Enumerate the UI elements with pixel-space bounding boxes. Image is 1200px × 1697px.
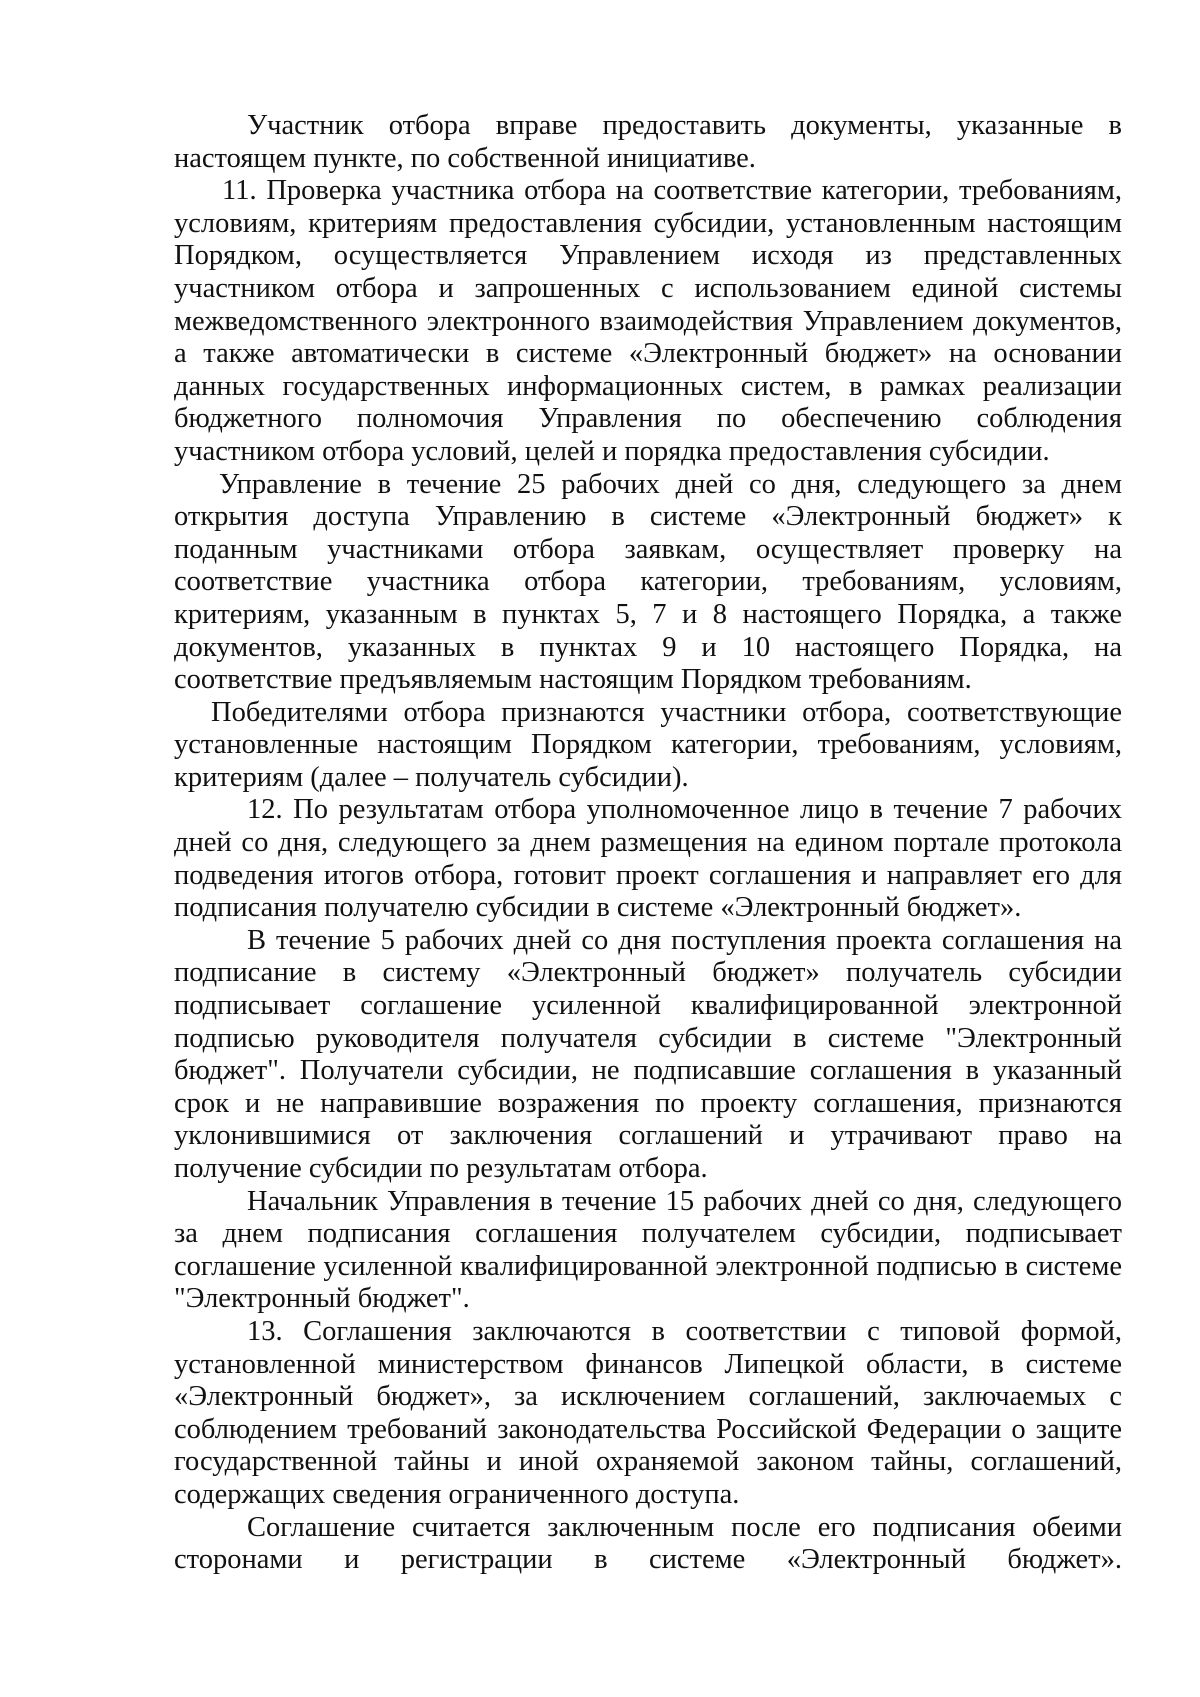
paragraph-signing-period: В течение 5 рабочих дней со дня поступления проекта соглашения на подписание в систему «Электронный бюджет» получатель субсидии подписывает соглашение усиленной квалифицированной электронной подписью руководителя получателя субсидии в системе "Электронный бюджет". Получатели субсидии, не подписавшие соглашения в указанный срок и не направившие возражения по проекту соглашения, признаются уклонившимися от заключения соглашений и утрачивают право на получение субсидии по результатам отбора. bbox=[174, 924, 1122, 1184]
paragraph-clause-12: 12. По результатам отбора уполномоченное лицо в течение 7 рабочих дней со дня, следующего за днем размещения на едином портале протокола подведения итогов отбора, готовит проект соглашения и направляет его для подписания получателю субсидии в системе «Электронный бюджет». bbox=[174, 794, 1122, 924]
document-page bbox=[174, 110, 1122, 1577]
paragraph-participant-documents: Участник отбора вправе предоставить документы, указанные в настоящем пункте, по собственной инициативе. bbox=[174, 110, 1122, 174]
paragraph-clause-11: 11. Проверка участника отбора на соответствие категории, требованиям, условиям, критериям предоставления субсидии, установленным настоящим Порядком, осуществляется Управлением исходя из представленных участником отбора и запрошенных с использованием единой системы межведомственного электронного взаимодействия Управлением документов, а также автоматически в системе «Электронный бюджет» на основании данных государственных информационных систем, в рамках реализации бюджетного полномочия Управления по обеспечению соблюдения участником отбора условий, целей и порядка предоставления субсидии. bbox=[174, 175, 1122, 467]
paragraph-clause-13: 13. Соглашения заключаются в соответствии с типовой формой, установленной министерством финансов Липецкой области, в системе «Электронный бюджет», за исключением соглашений, заключаемых с соблюдением требований законодательства Российской Федерации о защите государственной тайны и иной охраняемой законом тайны, соглашений, содержащих сведения ограниченного доступа. bbox=[174, 1315, 1122, 1510]
paragraph-head-signing: Начальник Управления в течение 15 рабочих дней со дня, следующего за днем подписания соглашения получателем субсидии, подписывает соглашение усиленной квалифицированной электронной подписью в системе "Электронный бюджет". bbox=[174, 1185, 1122, 1315]
paragraph-winners: Победителями отбора признаются участники отбора, соответствующие установленные настоящим Порядком категории, требованиям, условиям, критериям (далее – получатель субсидии). bbox=[174, 696, 1122, 793]
paragraph-review-period: Управление в течение 25 рабочих дней со дня, следующего за днем открытия доступа Управлению в системе «Электронный бюджет» к поданным участниками отбора заявкам, осуществляет проверку на соответствие участника отбора категории, требованиям, условиям, критериям, указанным в пунктах 5, 7 и 8 настоящего Порядка, а также документов, указанных в пунктах 9 и 10 настоящего Порядка, на соответствие предъявляемым настоящим Порядком требованиям. bbox=[174, 468, 1122, 696]
paragraph-agreement-concluded: Соглашение считается заключенным после его подписания обеими сторонами и регистрации в системе «Электронный бюджет». bbox=[174, 1511, 1122, 1576]
